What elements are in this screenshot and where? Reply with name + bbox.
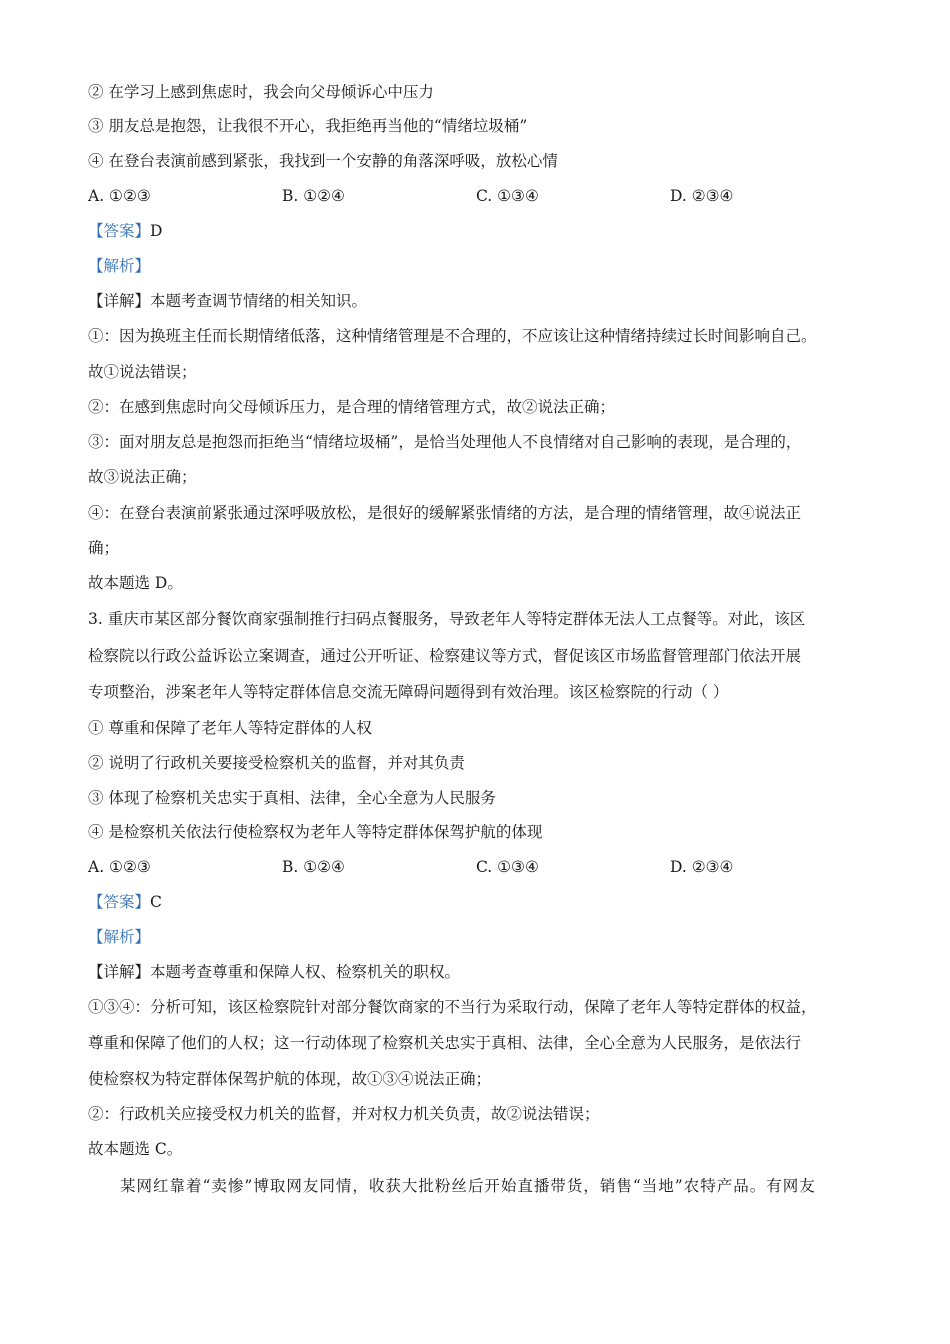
- q3-analysis-tag: 【解析】: [88, 928, 151, 946]
- q2-explanation-2: ②：在感到焦虑时向父母倾诉压力，是合理的情绪管理方式，故②说法正确；: [88, 398, 616, 416]
- q3-explanation-2: ②：行政机关应接受权力机关的监督，并对权力机关负责，故②说法错误；: [88, 1105, 600, 1123]
- q2-explanation-3a: ③：面对朋友总是抱怨而拒绝当“情绪垃圾桶”，是恰当处理他人不良情绪对自己影响的表现，是合理的，: [88, 433, 802, 451]
- q3-stem-line-2: 检察院以行政公益诉讼立案调查，通过公开听证、检察建议等方式，督促该区市场监督管理部门依法开展: [88, 647, 802, 665]
- q2-option-d: D. ②③④: [670, 187, 734, 205]
- q3-detail: 【详解】本题考查尊重和保障人权、检察机关的职权。: [88, 963, 461, 981]
- q2-option-a: A. ①②③: [88, 187, 151, 205]
- q3-option-a: A. ①②③: [88, 858, 151, 876]
- q2-statement-2: ② 在学习上感到焦虑时，我会向父母倾诉心中压力: [88, 83, 434, 101]
- q3-stem-line-1: 3. 重庆市某区部分餐饮商家强制推行扫码点餐服务，导致老年人等特定群体无法人工点餐等。对此，该区: [88, 610, 806, 628]
- q2-conclusion: 故本题选 D。: [88, 574, 183, 592]
- q2-explanation-4a: ④：在登台表演前紧张通过深呼吸放松，是很好的缓解紧张情绪的方法，是合理的情绪管理，故④说法正: [88, 504, 802, 522]
- q2-explanation-1b: 故①说法错误；: [88, 363, 197, 381]
- q2-answer: [88, 221, 162, 241]
- answer-value: C: [150, 893, 162, 911]
- q2-option-c: C. ①③④: [476, 187, 539, 205]
- q3-explanation-1b: 尊重和保障了他们的人权；这一行动体现了检察机关忠实于真相、法律，全心全意为人民服务，是依法行: [88, 1034, 802, 1052]
- answer-tag: 【答案】: [88, 222, 151, 240]
- q3-explanation-1a: ①③④：分析可知，该区检察院针对部分餐饮商家的不当行为采取行动，保障了老年人等特定群体的权益，: [88, 998, 817, 1016]
- q2-explanation-1a: ①：因为换班主任而长期情绪低落，这种情绪管理是不合理的，不应该让这种情绪持续过长时间影响自己。: [88, 327, 817, 345]
- q3-statement-4: ④ 是检察机关依法行使检察权为老年人等特定群体保驾护航的体现: [88, 823, 543, 841]
- q2-options: [88, 186, 868, 206]
- answer-tag: 【答案】: [88, 893, 151, 911]
- answer-value: D: [150, 222, 163, 240]
- q3-answer: [88, 892, 162, 912]
- q3-statement-3: ③ 体现了检察机关忠实于真相、法律，全心全意为人民服务: [88, 789, 496, 807]
- q3-options: [88, 857, 868, 877]
- q2-statement-3: ③ 朋友总是抱怨，让我很不开心，我拒绝再当他的“情绪垃圾桶”: [88, 117, 528, 135]
- q3-statement-1: ① 尊重和保障了老年人等特定群体的人权: [88, 719, 372, 737]
- q3-statement-2: ② 说明了行政机关要接受检察机关的监督，并对其负责: [88, 754, 465, 772]
- q2-detail: 【详解】本题考查调节情绪的相关知识。: [88, 292, 368, 310]
- q2-explanation-4b: 确；: [88, 539, 120, 557]
- q2-statement-4: ④ 在登台表演前感到紧张，我找到一个安静的角落深呼吸，放松心情: [88, 152, 558, 170]
- q3-conclusion: 故本题选 C。: [88, 1140, 183, 1158]
- q3-option-b: B. ①②④: [282, 858, 345, 876]
- q2-analysis-tag: 【解析】: [88, 257, 151, 275]
- next-material-text: 某网红靠着“卖惨”博取网友同情，收获大批粉丝后开始直播带货，销售“当地”农特产品。有网友: [120, 1177, 816, 1195]
- q3-stem-line-3: 专项整治，涉案老年人等特定群体信息交流无障碍问题得到有效治理。该区检察院的行动（ ）: [88, 683, 729, 701]
- q2-option-b: B. ①②④: [282, 187, 345, 205]
- q3-option-d: D. ②③④: [670, 858, 734, 876]
- q2-explanation-3b: 故③说法正确；: [88, 468, 197, 486]
- q3-explanation-1c: 使检察权为特定群体保驾护航的体现，故①③④说法正确；: [88, 1070, 492, 1088]
- q3-option-c: C. ①③④: [476, 858, 539, 876]
